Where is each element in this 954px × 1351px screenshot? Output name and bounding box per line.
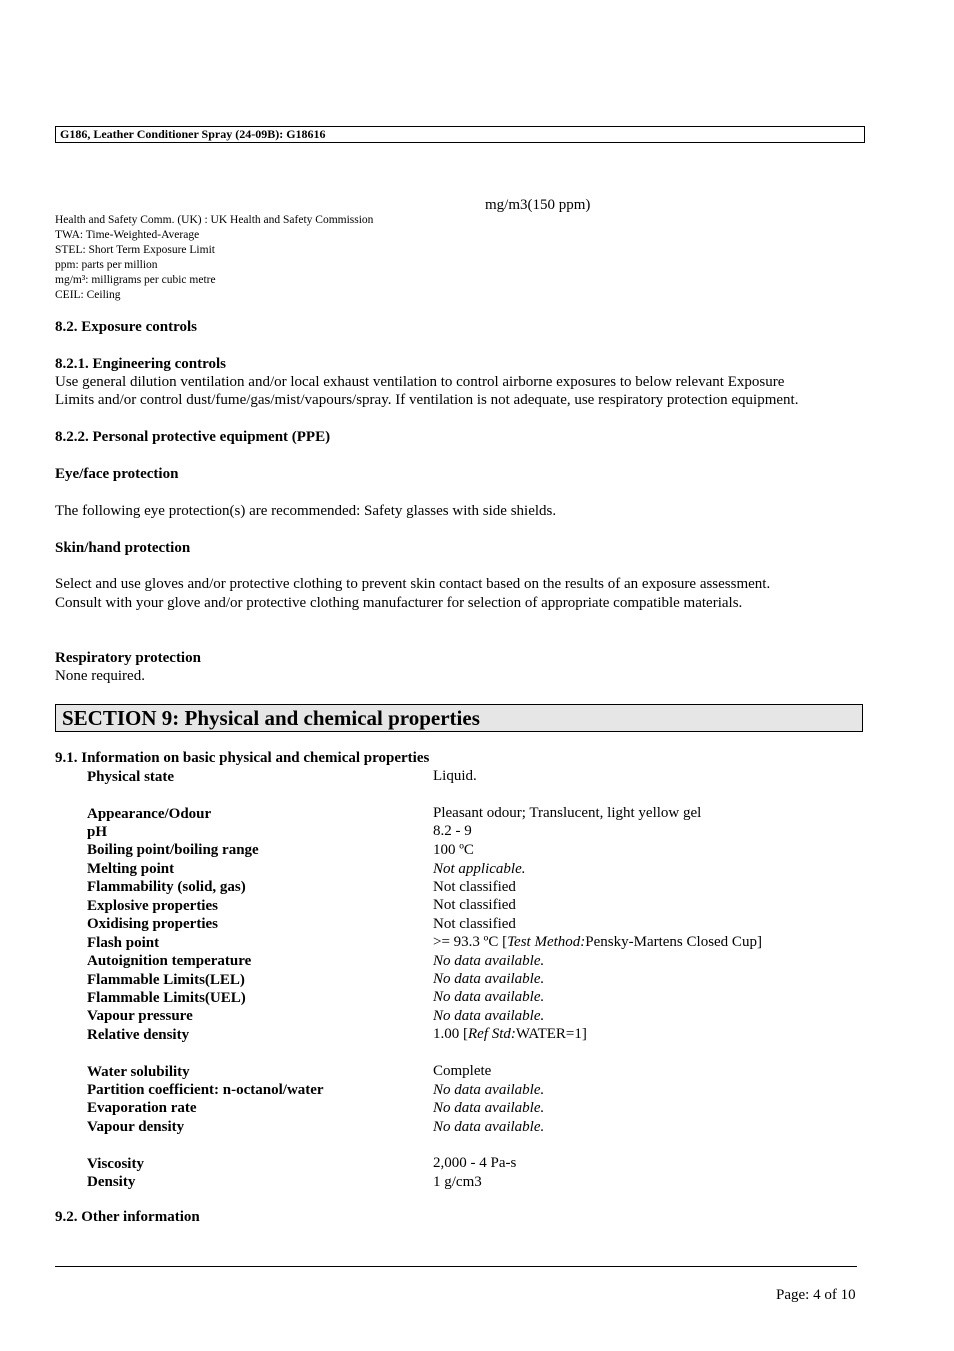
relative-density-value: 1.00 [ [433,1026,468,1042]
abbreviation-item: mg/m³: milligrams per cubic metre [55,274,216,286]
section-8-2-1-heading: 8.2.1. Engineering controls [55,356,226,372]
abbreviation-item: TWA: Time-Weighted-Average [55,229,200,241]
exposure-limit-value: mg/m3(150 ppm) [485,197,591,213]
property-value: No data available. [433,1082,545,1098]
property-label: Density [87,1174,136,1190]
abbreviations-list [55,213,373,303]
property-label: pH [87,824,108,840]
property-value: Liquid. [433,768,477,784]
page-number: Page: 4 of 10 [776,1287,856,1303]
property-label: Evaporation rate [87,1100,197,1116]
property-label: Partition coefficient: n-octanol/water [87,1082,324,1098]
property-value: Not applicable. [433,861,526,877]
abbreviation-item: STEL: Short Term Exposure Limit [55,244,215,256]
ref-std-label: Ref Std: [468,1026,516,1042]
abbreviation-item: Health and Safety Comm. (UK) : UK Health and Safety Commission [55,214,374,226]
property-value: No data available. [433,1119,545,1135]
property-label: Appearance/Odour [87,806,212,822]
property-value: Pleasant odour; Translucent, light yellow gel [433,805,702,821]
footer-divider [55,1266,857,1267]
property-label: Oxidising properties [87,916,218,932]
document-header: G186, Leather Conditioner Spray (24-09B): G18616 [55,126,865,143]
property-label: Vapour density [87,1119,185,1135]
property-value: Not classified [433,879,516,895]
respiratory-protection-text: None required. [55,668,145,684]
property-value: No data available. [433,989,545,1005]
engineering-controls-line-1: Use general dilution ventilation and/or local exhaust ventilation to control airborne exposures to below relevant Exposure [55,374,785,390]
engineering-controls-line-2: Limits and/or control dust/fume/gas/mist/vapours/spray. If ventilation is not adequate, use respiratory protection equipment. [55,392,799,408]
property-label: Melting point [87,861,175,877]
section-8-2-2-heading: 8.2.2. Personal protective equipment (PPE) [55,429,331,445]
eye-protection-text: The following eye protection(s) are recommended: Safety glasses with side shields. [55,503,557,519]
flash-point-value: >= 93.3 ºC [ [433,934,508,950]
property-value: 100 ºC [433,842,474,858]
skin-protection-line-2: Consult with your glove and/or protective clothing manufacturer for selection of appropriate compatible materials. [55,595,743,611]
respiratory-protection-heading: Respiratory protection [55,650,201,666]
section-9-2-heading: 9.2. Other information [55,1209,200,1225]
section-9-1-heading: 9.1. Information on basic physical and chemical properties [55,750,430,766]
skin-protection-heading: Skin/hand protection [55,540,191,556]
property-value: Complete [433,1063,492,1079]
property-label: Viscosity [87,1156,144,1172]
property-value [433,933,762,951]
skin-protection-line-1: Select and use gloves and/or protective clothing to prevent skin contact based on the results of an exposure assessment. [55,576,771,592]
property-label: Explosive properties [87,898,218,914]
eye-protection-heading: Eye/face protection [55,466,179,482]
test-method-label: Test Method: [507,934,586,950]
property-value: 8.2 - 9 [433,823,472,839]
section-8-2-heading: 8.2. Exposure controls [55,319,197,335]
property-label: Flammable Limits(UEL) [87,990,246,1006]
property-label: Relative density [87,1027,190,1043]
property-label: Flammability (solid, gas) [87,879,246,895]
ref-std-value: WATER=1] [515,1026,587,1042]
property-value: Not classified [433,897,516,913]
property-label: Water solubility [87,1064,190,1080]
property-label: Flash point [87,935,160,951]
property-value: 1 g/cm3 [433,1174,482,1190]
property-label: Boiling point/boiling range [87,842,259,858]
property-label: Flammable Limits(LEL) [87,972,245,988]
property-value [433,1025,587,1043]
abbreviation-item: ppm: parts per million [55,259,158,271]
property-label: Vapour pressure [87,1008,193,1024]
abbreviation-item: CEIL: Ceiling [55,289,121,301]
test-method-value: Pensky-Martens Closed Cup] [585,934,762,950]
property-value: No data available. [433,1100,545,1116]
property-value: 2,000 - 4 Pa-s [433,1155,517,1171]
section-9-title: SECTION 9: Physical and chemical properties [55,704,863,732]
property-value: No data available. [433,953,545,969]
property-label: Autoignition temperature [87,953,252,969]
property-value: No data available. [433,971,545,987]
property-label: Physical state [87,769,175,785]
property-value: No data available. [433,1008,545,1024]
property-value: Not classified [433,916,516,932]
